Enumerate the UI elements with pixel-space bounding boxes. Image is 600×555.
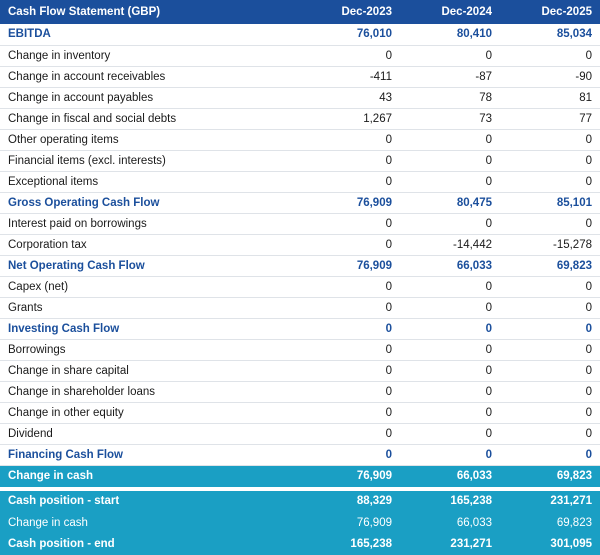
table-row — [0, 24, 600, 45]
row-value-2: 69,823 — [500, 512, 600, 533]
row-label: Change in cash — [0, 465, 300, 486]
row-value-0: 0 — [300, 339, 400, 360]
row-value-0: 0 — [300, 276, 400, 297]
row-value-2: 0 — [500, 150, 600, 171]
row-value-2: 0 — [500, 171, 600, 192]
row-value-0: 0 — [300, 444, 400, 465]
row-value-0: 43 — [300, 87, 400, 108]
row-value-1: 80,410 — [400, 24, 500, 45]
row-label: Cash position - start — [0, 491, 300, 512]
row-value-2: 0 — [500, 360, 600, 381]
table-title: Cash Flow Statement (GBP) — [0, 0, 300, 24]
row-value-0: 76,909 — [300, 465, 400, 486]
row-label: Change in inventory — [0, 45, 300, 66]
row-label: Borrowings — [0, 339, 300, 360]
table-row — [0, 87, 600, 108]
column-header-2: Dec-2025 — [500, 0, 600, 24]
row-value-0: 0 — [300, 129, 400, 150]
row-value-2: 0 — [500, 339, 600, 360]
column-header-0: Dec-2023 — [300, 0, 400, 24]
row-label: Corporation tax — [0, 234, 300, 255]
table-row — [0, 45, 600, 66]
row-label: Financing Cash Flow — [0, 444, 300, 465]
row-value-0: 0 — [300, 360, 400, 381]
table-row — [0, 444, 600, 465]
table-row — [0, 255, 600, 276]
row-value-0: 76,909 — [300, 255, 400, 276]
table-row — [0, 129, 600, 150]
row-value-2: 301,095 — [500, 533, 600, 554]
row-value-2: 0 — [500, 402, 600, 423]
row-value-2: 0 — [500, 45, 600, 66]
row-value-2: 0 — [500, 444, 600, 465]
table-row — [0, 108, 600, 129]
row-value-1: 0 — [400, 129, 500, 150]
row-value-1: 0 — [400, 381, 500, 402]
table-row — [0, 171, 600, 192]
row-value-1: 73 — [400, 108, 500, 129]
table-row — [0, 297, 600, 318]
table-body — [0, 24, 600, 554]
row-label: Cash position - end — [0, 533, 300, 554]
row-value-0: 0 — [300, 234, 400, 255]
row-value-2: 77 — [500, 108, 600, 129]
table-row — [0, 402, 600, 423]
row-value-1: 0 — [400, 171, 500, 192]
table-row — [0, 381, 600, 402]
row-value-1: 0 — [400, 402, 500, 423]
row-value-2: 69,823 — [500, 255, 600, 276]
row-label: Change in account receivables — [0, 66, 300, 87]
table-row — [0, 423, 600, 444]
row-value-0: 1,267 — [300, 108, 400, 129]
row-value-2: 0 — [500, 318, 600, 339]
row-value-1: 0 — [400, 150, 500, 171]
row-value-2: -90 — [500, 66, 600, 87]
row-label: Other operating items — [0, 129, 300, 150]
row-value-0: 0 — [300, 45, 400, 66]
row-value-1: 66,033 — [400, 512, 500, 533]
row-value-1: 80,475 — [400, 192, 500, 213]
table-row — [0, 339, 600, 360]
row-label: Dividend — [0, 423, 300, 444]
row-value-2: 0 — [500, 213, 600, 234]
row-value-1: 0 — [400, 318, 500, 339]
row-value-0: 0 — [300, 297, 400, 318]
column-header-1: Dec-2024 — [400, 0, 500, 24]
row-value-0: 76,010 — [300, 24, 400, 45]
table-row — [0, 360, 600, 381]
row-value-2: 0 — [500, 276, 600, 297]
table-row — [0, 276, 600, 297]
row-value-0: 165,238 — [300, 533, 400, 554]
row-label: Gross Operating Cash Flow — [0, 192, 300, 213]
row-label: EBITDA — [0, 24, 300, 45]
row-value-2: 231,271 — [500, 491, 600, 512]
row-label: Change in fiscal and social debts — [0, 108, 300, 129]
row-value-1: 66,033 — [400, 255, 500, 276]
row-value-2: 0 — [500, 297, 600, 318]
header-row — [0, 0, 600, 24]
row-value-1: 0 — [400, 444, 500, 465]
row-value-2: 0 — [500, 381, 600, 402]
row-value-0: 0 — [300, 423, 400, 444]
row-value-1: -87 — [400, 66, 500, 87]
row-value-1: 0 — [400, 423, 500, 444]
row-value-2: 85,101 — [500, 192, 600, 213]
row-label: Interest paid on borrowings — [0, 213, 300, 234]
table-row — [0, 491, 600, 512]
table-row — [0, 234, 600, 255]
row-label: Net Operating Cash Flow — [0, 255, 300, 276]
table-row — [0, 512, 600, 533]
table-header — [0, 0, 600, 24]
row-label: Change in other equity — [0, 402, 300, 423]
row-label: Grants — [0, 297, 300, 318]
row-value-0: 0 — [300, 150, 400, 171]
table-row — [0, 213, 600, 234]
row-value-1: 0 — [400, 339, 500, 360]
row-value-2: -15,278 — [500, 234, 600, 255]
row-value-1: -14,442 — [400, 234, 500, 255]
row-value-1: 231,271 — [400, 533, 500, 554]
row-value-1: 0 — [400, 45, 500, 66]
row-value-0: 88,329 — [300, 491, 400, 512]
row-value-2: 81 — [500, 87, 600, 108]
row-label: Exceptional items — [0, 171, 300, 192]
row-value-0: -411 — [300, 66, 400, 87]
row-value-2: 0 — [500, 129, 600, 150]
row-value-2: 69,823 — [500, 465, 600, 486]
table-row — [0, 192, 600, 213]
row-label: Change in shareholder loans — [0, 381, 300, 402]
table-row — [0, 533, 600, 554]
table-row — [0, 318, 600, 339]
row-value-2: 85,034 — [500, 24, 600, 45]
row-value-1: 66,033 — [400, 465, 500, 486]
row-label: Change in cash — [0, 512, 300, 533]
row-label: Change in share capital — [0, 360, 300, 381]
row-label: Change in account payables — [0, 87, 300, 108]
table-row — [0, 150, 600, 171]
row-value-0: 0 — [300, 402, 400, 423]
row-value-1: 0 — [400, 297, 500, 318]
row-label: Capex (net) — [0, 276, 300, 297]
row-value-0: 0 — [300, 171, 400, 192]
row-value-0: 0 — [300, 213, 400, 234]
row-value-1: 0 — [400, 213, 500, 234]
row-value-1: 0 — [400, 276, 500, 297]
row-value-1: 0 — [400, 360, 500, 381]
row-value-0: 76,909 — [300, 192, 400, 213]
row-value-0: 0 — [300, 381, 400, 402]
row-value-2: 0 — [500, 423, 600, 444]
row-value-1: 165,238 — [400, 491, 500, 512]
row-label: Investing Cash Flow — [0, 318, 300, 339]
table-row — [0, 465, 600, 486]
row-value-0: 0 — [300, 318, 400, 339]
table-row — [0, 66, 600, 87]
row-value-0: 76,909 — [300, 512, 400, 533]
row-value-1: 78 — [400, 87, 500, 108]
row-label: Financial items (excl. interests) — [0, 150, 300, 171]
